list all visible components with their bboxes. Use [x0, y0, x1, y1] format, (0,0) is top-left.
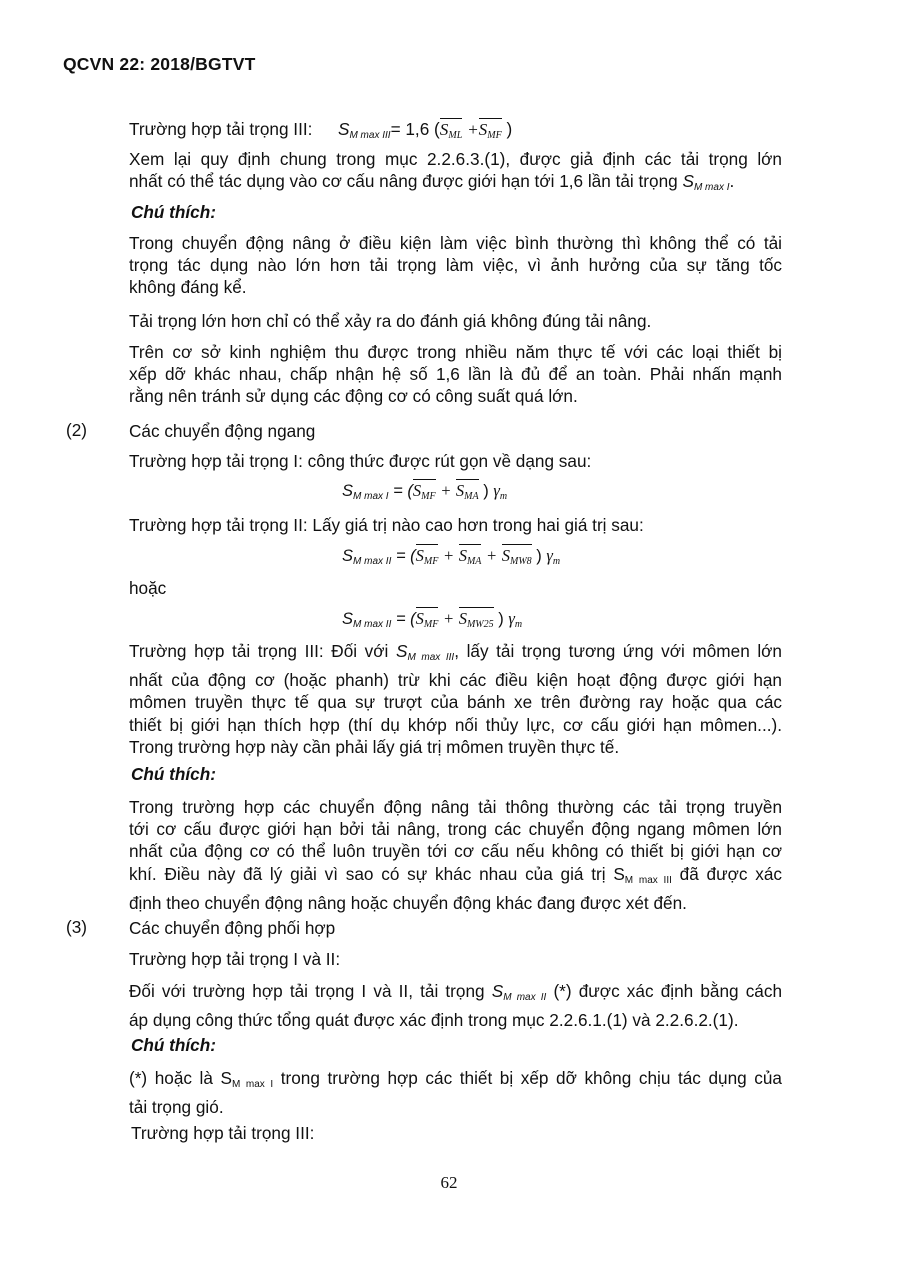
item-3-title: Các chuyển động phối hợp: [129, 918, 336, 938]
note-label-2: Chú thích:: [131, 764, 216, 784]
horizontal-case2: Trường hợp tải trọng II: Lấy giá trị nào cao hơn trong hai giá trị sau:: [129, 515, 644, 535]
case3-formula: = 1,6 (: [390, 119, 440, 139]
s-ml: $S_{ML}$: [439, 120, 463, 141]
paragraph-1: Xem lại quy định chung trong mục 2.2.6.3.(1), được giả định các tải trọng lớn nhất có thể tác dụng vào cơ cấu nâng được giới hạn tới 1,6 lần tải trọng $S_{M max I}$.: [129, 149, 782, 194]
note-label-3: Chú thích:: [131, 1035, 216, 1055]
horizontal-case1: Trường hợp tải trọng I: công thức được rút gọn về dạng sau:: [129, 451, 592, 471]
horizontal-case3: Trường hợp tải trọng III: Đối với $S_{M max III}$, lấy tải trọng tương ứng với mômen lớn nhất của động cơ (hoặc phanh) trừ khi các điều kiện hoạt động được giới hạn mômen truyền thực tế qua sự trượt của bánh xe trên đường ray hoặc qua các thiết bị giới hạn thích hợp (thí dụ khớp nối thủy lực, cơ cấu giới hạn mômen...). Trong trường hợp này cần phải lấy giá trị mômen truyền thực tế.: [129, 641, 782, 757]
paragraph-3: Tải trọng lớn hơn chỉ có thể xảy ra do đánh giá không đúng tải nâng.: [129, 311, 652, 331]
paragraph-5: Trong trường hợp các chuyển động nâng tải thông thường các tải trọng truyền tới cơ cấu được giới hạn bởi tải nâng, trong các chuyển động ngang mômen lớn nhất của động cơ có thể luôn truyền tới cơ cấu nếu không có thiết bị giới hạn cơ khí. Điều này đã lý giải vì sao có sự khác nhau của giá trị $S_{M max III}$ đã được xác định theo chuyển động nâng hoặc chuyển động khác đang được xét đến.: [129, 797, 782, 913]
combined-case12: Trường hợp tải trọng I và II:: [129, 949, 341, 969]
paragraph-2: Trong chuyển động nâng ở điều kiện làm việc bình thường thì không thể có tải trọng tác dụng nào lớn hơn tải trọng làm việc, vì ảnh hưởng của sự tăng tốc không đáng kể.: [129, 233, 782, 298]
item-3-number: (3): [66, 917, 88, 937]
page-number: 62: [440, 1173, 458, 1192]
item-2-number: (2): [66, 420, 88, 440]
sub-mmax-iii: M max III: [349, 130, 391, 141]
paragraph-6: Đối với trường hợp tải trọng I và II, tải trọng $S_{M max II}$ (*) được xác định bằng cách áp dụng công thức tổng quát được xác định trong mục 2.2.6.1.(1) và 2.2.6.2.(1).: [129, 981, 783, 1031]
case3-label: Trường hợp tải trọng III:: [129, 119, 313, 139]
formula-case1: $S_{M max I} = (S_{MF} + S_{MA}$ ) $\gamma_m$: [342, 481, 508, 502]
paragraph-7: (*) hoặc là $S_{M max I}$ trong trường hợp các thiết bị xếp dỡ không chịu tác dụng của tải trọng gió.: [129, 1068, 782, 1118]
formula-case2a: $S_{M max II} = (S_{MF} + S_{MA} + S_{MW8}$ ) $\gamma_m$: [342, 546, 561, 567]
s-mf: $S_{MF}$: [478, 120, 502, 141]
or-text: hoặc: [129, 578, 167, 598]
combined-case3: Trường hợp tải trọng III:: [131, 1123, 315, 1143]
item-2-title: Các chuyển động ngang: [129, 421, 316, 441]
formula-case2b: $S_{M max II} = (S_{MF} + S_{MW25}$ ) $\gamma_m$: [342, 609, 523, 630]
note-label-1: Chú thích:: [131, 202, 216, 222]
paragraph-4: Trên cơ sở kinh nghiệm thu được trong nhiều năm thực tế với các loại thiết bị xếp dỡ khác nhau, chấp nhận hệ số 1,6 lần là đủ để an toàn. Phải nhấn mạnh rằng nên tránh sử dụng các động cơ có công suất quá lớn.: [129, 342, 782, 407]
document-header: QCVN 22: 2018/BGTVT: [63, 54, 256, 74]
case3-formula-line: Trường hợp tải trọng III: $S_{M max III}= 1,6$ ($S_{ML} +S_{MF}$ ): [129, 119, 513, 141]
symbol-s: S: [337, 119, 350, 139]
